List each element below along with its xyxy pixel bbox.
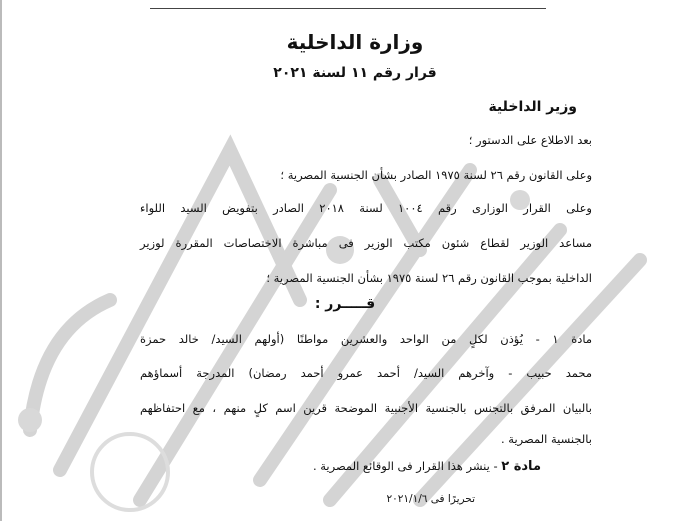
issue-date: تحريرًا فى ٢٠٢١/١/٦ <box>386 493 475 505</box>
header-rule <box>150 8 546 9</box>
preamble-line: مساعد الوزير لقطاع شئون مكتب الوزير فى مباشرة الاختصاصات المقررة لوزير <box>140 236 592 250</box>
article-2-label: مادة ٢ <box>501 459 541 474</box>
preamble-line: بعد الاطلاع على الدستور ؛ <box>468 133 592 147</box>
decided-heading: قـــــرر : <box>314 296 376 312</box>
page-edge <box>0 0 2 521</box>
article-2 <box>313 459 541 474</box>
article-2-text: - ينشر هذا القرار فى الوقائع المصرية . <box>312 459 502 473</box>
article-1-line: مادة ١ - يُؤذن لكلٍ من الواحد والعشرين مواطنًا (أولهم السيد/ خالد حمزة <box>140 332 593 346</box>
minister-heading: وزير الداخلية <box>488 99 577 115</box>
preamble-line: الداخلية بموجب القانون رقم ٢٦ لسنة ١٩٧٥ بشأن الجنسية المصرية ؛ <box>266 271 592 285</box>
article-1-line: محمد حبيب - وآخرهم السيد/ أحمد عمرو أحمد رمضان) المدرجة أسماؤهم <box>140 366 592 380</box>
article-1-line: بالجنسية المصرية . <box>501 432 592 446</box>
ministry-title: وزارة الداخلية <box>286 30 424 54</box>
preamble-line: وعلى القانون رقم ٢٦ لسنة ١٩٧٥ الصادر بشأن الجنسية المصرية ؛ <box>280 168 592 182</box>
preamble-line: وعلى القرار الوزارى رقم ١٠٠٤ لسنة ٢٠١٨ الصادر بتفويض السيد اللواء <box>140 201 592 215</box>
article-1-line: بالبيان المرفق بالتجنس بالجنسية الأجنبية الموضحة قرين اسم كلٍ منهم ، مع احتفاظهم <box>140 401 592 415</box>
decree-number: قرار رقم ١١ لسنة ٢٠٢١ <box>273 65 437 81</box>
